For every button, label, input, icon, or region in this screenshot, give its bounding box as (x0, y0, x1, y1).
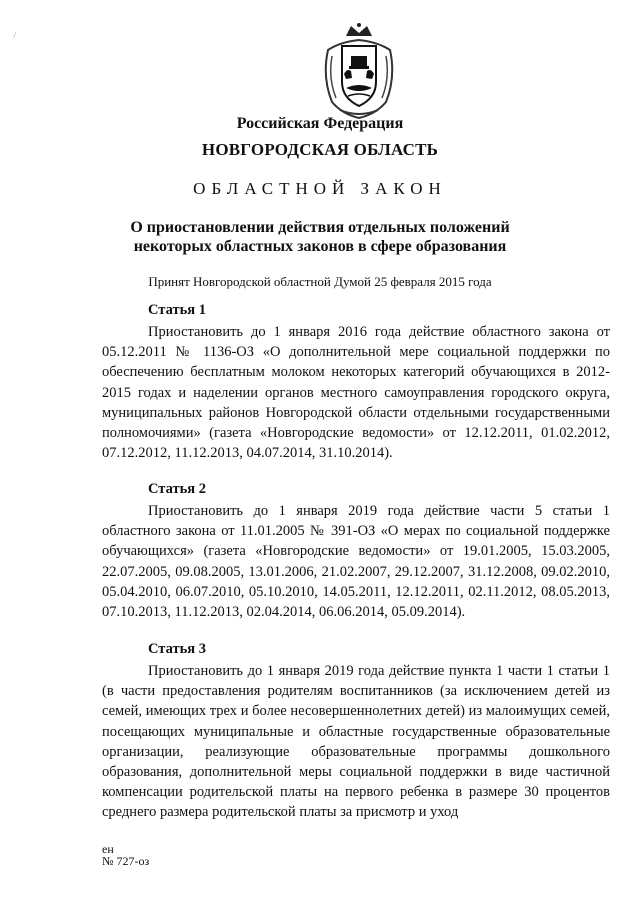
article-2-heading: Статья 2 (148, 481, 206, 497)
article-1-text: Приостановить до 1 января 2016 года действие областного закона от 05.12.2011 № 1136-ОЗ «О дополнительной мере социальной поддержки по обеспечению бесплатным молоком некоторых категорий обучающихся в 2012-2015 годах и наделении органов местного самоуправления городского округа, муниципальных районов Новгородской области отдельными государственными полномочиями» (газета «Новгородские ведомости» от 12.12.2011, 01.02.2012, 07.12.2012, 11.12.2013, 04.07.2014, 31.10.2014). (102, 324, 610, 462)
region-heading: НОВГОРОДСКАЯ ОБЛАСТЬ (201, 140, 439, 159)
article-1-heading: Статья 1 (148, 302, 206, 318)
footer-document-number: № 727-оз (102, 854, 150, 868)
law-title-line-2: некоторых областных законов в сфере образования (133, 238, 507, 255)
article-3-heading: Статья 3 (148, 641, 206, 657)
article-2-text: Приостановить до 1 января 2019 года действие части 5 статьи 1 областного закона от 11.01.2005 № 391-ОЗ «О мерах по социальной поддержке обучающихся» (газета «Новгородские ведомости» от 19.01.2005, 15.03.2005, 22.07.2005, 09.08.2005, 13.01.2006, 21.02.2007, 29.12.2007, 31.12.2008, 09.02.2010, 05.04.2010, 06.07.2010, 05.10.2010, 14.05.2011, 12.12.2011, 02.11.2012, 08.05.2013, 07.10.2013, 11.12.2013, 02.04.2014, 06.06.2014, 05.09.2014). (102, 503, 610, 621)
novgorod-coat-of-arms-icon (318, 22, 400, 122)
document-type: ОБЛАСТНОЙ ЗАКОН (193, 179, 447, 198)
country-heading: Российская Федерация (236, 115, 404, 132)
scan-mark: ⁄ (12, 30, 18, 40)
law-title-line-1: О приостановлении действия отдельных положений (130, 219, 510, 236)
article-3-text: Приостановить до 1 января 2019 года действие пункта 1 части 1 статьи 1 (в части предоставления родителям воспитанников (за исключением детей из семей, имеющих трех и более несовершеннолетних детей) из малоимущих семей, посещающих муниципальные и областные государственные образовательные организации, реализующие образовательные программы дошкольного образования, дополнительной меры социальной поддержки в виде частичной компенсации родительской платы на первого ребенка в размере 30 процентов среднего размера родительской платы за присмотр и уход (102, 663, 610, 821)
footer-initials: ен (102, 842, 114, 856)
adoption-note: Принят Новгородской областной Думой 25 февраля 2015 года (148, 274, 492, 289)
